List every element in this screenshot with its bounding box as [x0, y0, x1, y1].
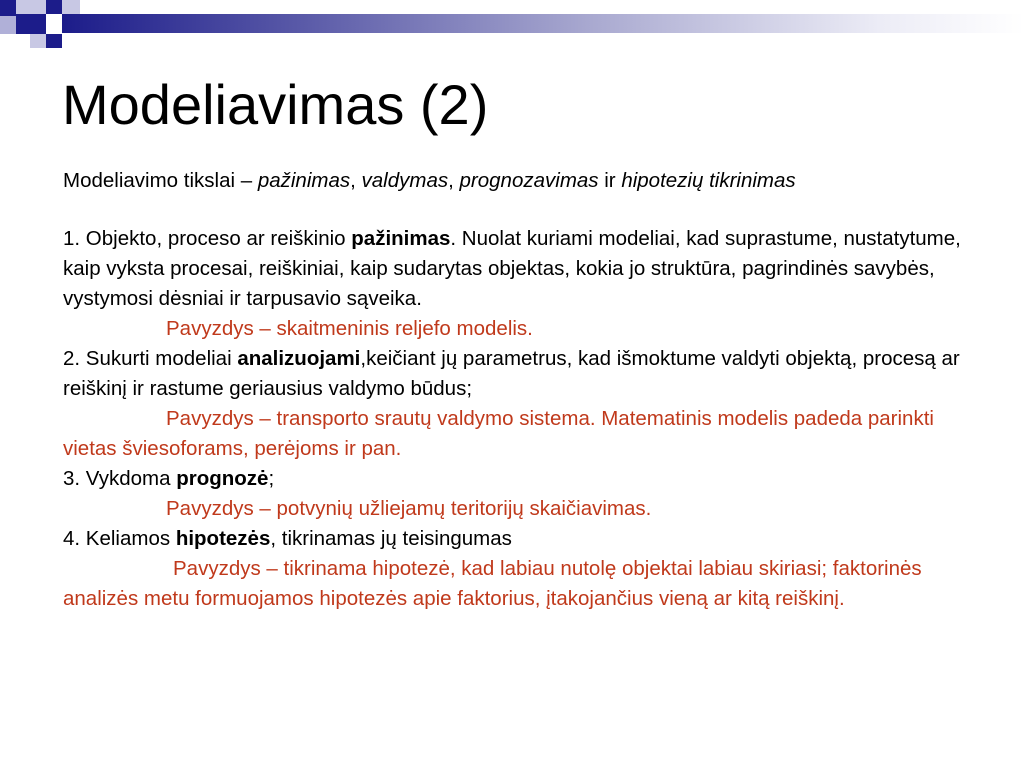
goal-control: valdymas — [361, 169, 449, 192]
slide-body — [63, 166, 963, 614]
decor-square — [0, 16, 16, 34]
decor-square — [0, 0, 16, 16]
intro-sep: , — [448, 169, 460, 192]
intro-sep: , — [350, 169, 362, 192]
header-gradient-bar — [62, 14, 1024, 33]
item-4 — [63, 524, 963, 554]
item-3 — [63, 464, 963, 494]
slide-title: Modeliavimas (2) — [62, 73, 489, 136]
item-2 — [63, 344, 963, 404]
item-2-prefix: 2. Sukurti modeliai — [63, 347, 238, 370]
item-3-example: Pavyzdys – potvynių užliejamų teritorijų skaičiavimas. — [166, 497, 652, 520]
item-4-prefix: 4. Keliamos — [63, 527, 176, 550]
item-4-text: , tikrinamas jų teisingumas — [270, 527, 512, 550]
decor-square — [46, 34, 62, 48]
item-1-prefix: 1. Objekto, proceso ar reiškinio — [63, 227, 352, 250]
decor-square — [30, 34, 46, 48]
spacer — [63, 196, 963, 224]
item-4-keyword: hipotezės — [175, 527, 271, 550]
item-2-text: ,keičiant jų parametrus, kad išmoktume valdyti objektą, procesą ar reiškinį ir rastume geriausius valdymo būdus; — [63, 347, 960, 400]
item-1-example: Pavyzdys – skaitmeninis reljefo modelis. — [166, 317, 533, 340]
header-decoration — [0, 0, 1024, 48]
intro-sep: ir — [598, 169, 622, 192]
item-1-text: . Nuolat kuriami modeliai, kad suprastume, nustatytume, kaip vyksta procesai, reiškiniai, kaip sudarytas objektas, kokia jo struktūra, pagrindinės savybės, vystymosi dėsniai ir tarpusavio sąveika. — [63, 227, 961, 310]
intro-paragraph — [63, 166, 963, 196]
item-4-example-text: Pavyzdys – tikrinama hipotezė, kad labiau nutolę objektai labiau skiriasi; faktorinės analizės metu formuojamos hipotezės apie faktorius, įtakojančius vieną ar kitą reiškinį. — [63, 557, 922, 610]
decor-square — [46, 0, 62, 14]
item-3-text: ; — [268, 467, 275, 490]
goal-cognition: pažinimas — [257, 169, 351, 192]
item-2-example-text: Pavyzdys – transporto srautų valdymo sistema. Matematinis modelis padeda parinkti vietas šviesoforams, perėjoms ir pan. — [63, 407, 934, 460]
item-2-keyword: analizuojami — [237, 347, 361, 370]
goal-forecasting: prognozavimas — [459, 169, 599, 192]
decor-square — [16, 14, 46, 34]
decor-square — [46, 14, 62, 34]
decor-square — [62, 0, 80, 14]
item-3-keyword: prognozė — [176, 467, 269, 490]
item-2-example — [63, 404, 963, 464]
item-3-prefix: 3. Vykdoma — [63, 467, 177, 490]
decor-square — [16, 0, 46, 14]
intro-prefix: Modeliavimo tikslai – — [63, 169, 258, 192]
decor-square — [0, 34, 16, 48]
goal-hypothesis: hipotezių tikrinimas — [621, 169, 796, 192]
item-1 — [63, 224, 963, 314]
item-1-keyword: pažinimas — [351, 227, 451, 250]
item-4-example — [63, 554, 963, 614]
